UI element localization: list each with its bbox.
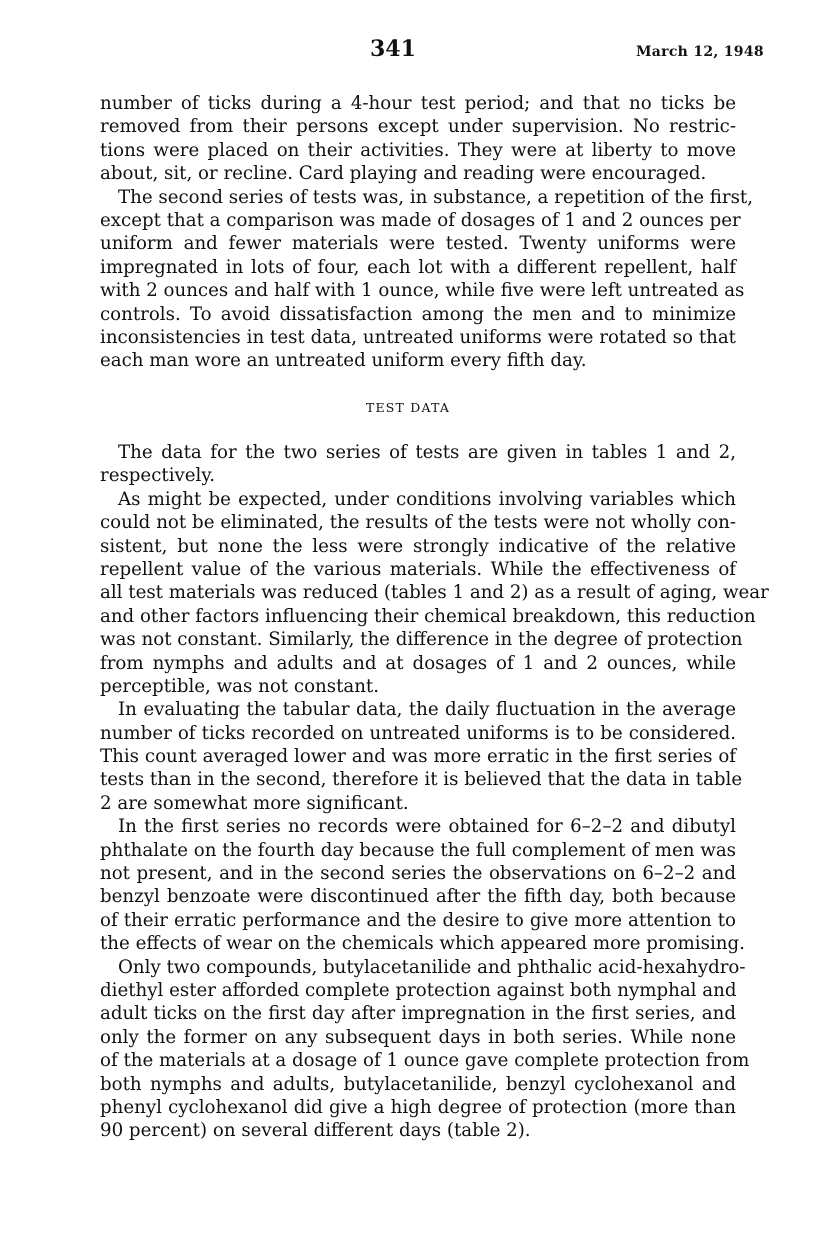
text-line: number of ticks during a 4-hour test period; and that no ticks be bbox=[100, 93, 736, 114]
paragraph bbox=[100, 186, 754, 373]
text-line: In evaluating the tabular data, the daily fluctuation in the average bbox=[118, 699, 736, 721]
text-line: from nymphs and adults and at dosages of 1 and 2 ounces, while bbox=[100, 652, 736, 674]
paragraph bbox=[100, 815, 745, 955]
text-line: not present, and in the second series the observations on 6–2–2 and bbox=[100, 863, 736, 885]
text-line: only the former on any subsequent days in both series. While none bbox=[100, 1026, 736, 1048]
page-number: 341 bbox=[370, 36, 416, 62]
text-line: uniform and fewer materials were tested. Twenty uniforms were bbox=[100, 233, 736, 255]
paragraph bbox=[100, 92, 736, 186]
text-line: Only two compounds, butylacetanilide and phthalic acid-hexahydro- bbox=[118, 956, 746, 978]
text-line: The data for the two series of tests are given in tables 1 and 2, bbox=[118, 442, 736, 463]
text-line: the effects of wear on the chemicals which appeared more promising. bbox=[100, 933, 745, 955]
body-text-test-data bbox=[100, 441, 769, 1143]
text-line: number of ticks recorded on untreated uniforms is to be considered. bbox=[100, 722, 736, 744]
text-line: was not constant. Similarly, the difference in the degree of protection bbox=[100, 629, 743, 651]
text-line: and other factors influencing their chemical breakdown, this reduction bbox=[100, 605, 756, 627]
text-line: except that a comparison was made of dosages of 1 and 2 ounces per bbox=[100, 209, 741, 231]
text-line: with 2 ounces and half with 1 ounce, while five were left untreated as bbox=[100, 280, 745, 302]
section-heading: TEST DATA bbox=[365, 400, 451, 415]
text-line: diethyl ester afforded complete protection against both nymphal and bbox=[100, 979, 737, 1001]
paragraph bbox=[100, 956, 750, 1143]
text-line: inconsistencies in test data, untreated uniforms were rotated so that bbox=[100, 326, 736, 348]
text-line: 90 percent) on several different days (table 2). bbox=[100, 1120, 531, 1142]
text-line: sistent, but none the less were strongly indicative of the relative bbox=[100, 535, 736, 557]
text-line: impregnated in lots of four, each lot with a different repellent, half bbox=[100, 256, 736, 278]
running-header-date: March 12, 1948 bbox=[636, 44, 764, 60]
text-line: phenyl cyclohexanol did give a high degree of protection (more than bbox=[100, 1096, 736, 1118]
text-line: 2 are somewhat more significant. bbox=[100, 792, 409, 814]
text-line: In the first series no records were obtained for 6–2–2 and dibutyl bbox=[118, 816, 736, 838]
text-line: benzyl benzoate were discontinued after the fifth day, both because bbox=[100, 886, 736, 908]
body-text-before-heading bbox=[100, 92, 754, 373]
text-line: each man wore an untreated uniform every fifth day. bbox=[100, 350, 587, 372]
paragraph bbox=[100, 441, 736, 488]
text-line: perceptible, was not constant. bbox=[100, 675, 380, 697]
paragraph bbox=[100, 698, 743, 815]
text-line: phthalate on the fourth day because the full complement of men was bbox=[100, 839, 736, 861]
text-line: could not be eliminated, the results of the tests were not wholly con- bbox=[100, 512, 736, 534]
text-line: controls. To avoid dissatisfaction among the men and to minimize bbox=[100, 303, 736, 325]
text-line: all test materials was reduced (tables 1 and 2) as a result of aging, wear bbox=[100, 582, 769, 604]
text-line: both nymphs and adults, butylacetanilide, benzyl cyclohexanol and bbox=[100, 1073, 736, 1095]
text-line: tions were placed on their activities. They were at liberty to move bbox=[100, 139, 736, 161]
paragraph bbox=[100, 488, 769, 699]
text-line: As might be expected, under conditions involving variables which bbox=[118, 488, 736, 510]
text-line: of the materials at a dosage of 1 ounce gave complete protection from bbox=[100, 1050, 750, 1072]
text-line: adult ticks on the first day after impregnation in the first series, and bbox=[100, 1003, 736, 1025]
text-line: tests than in the second, therefore it is believed that the data in table bbox=[100, 769, 743, 791]
text-line: The second series of tests was, in substance, a repetition of the first, bbox=[118, 186, 754, 208]
text-line: of their erratic performance and the desire to give more attention to bbox=[100, 909, 736, 931]
text-line: This count averaged lower and was more erratic in the first series of bbox=[100, 746, 736, 768]
text-line: repellent value of the various materials. While the effectiveness of bbox=[100, 558, 736, 580]
text-line: removed from their persons except under supervision. No restric- bbox=[100, 116, 736, 138]
text-line: respectively. bbox=[100, 465, 216, 487]
text-line: about, sit, or recline. Card playing and reading were encouraged. bbox=[100, 163, 707, 185]
